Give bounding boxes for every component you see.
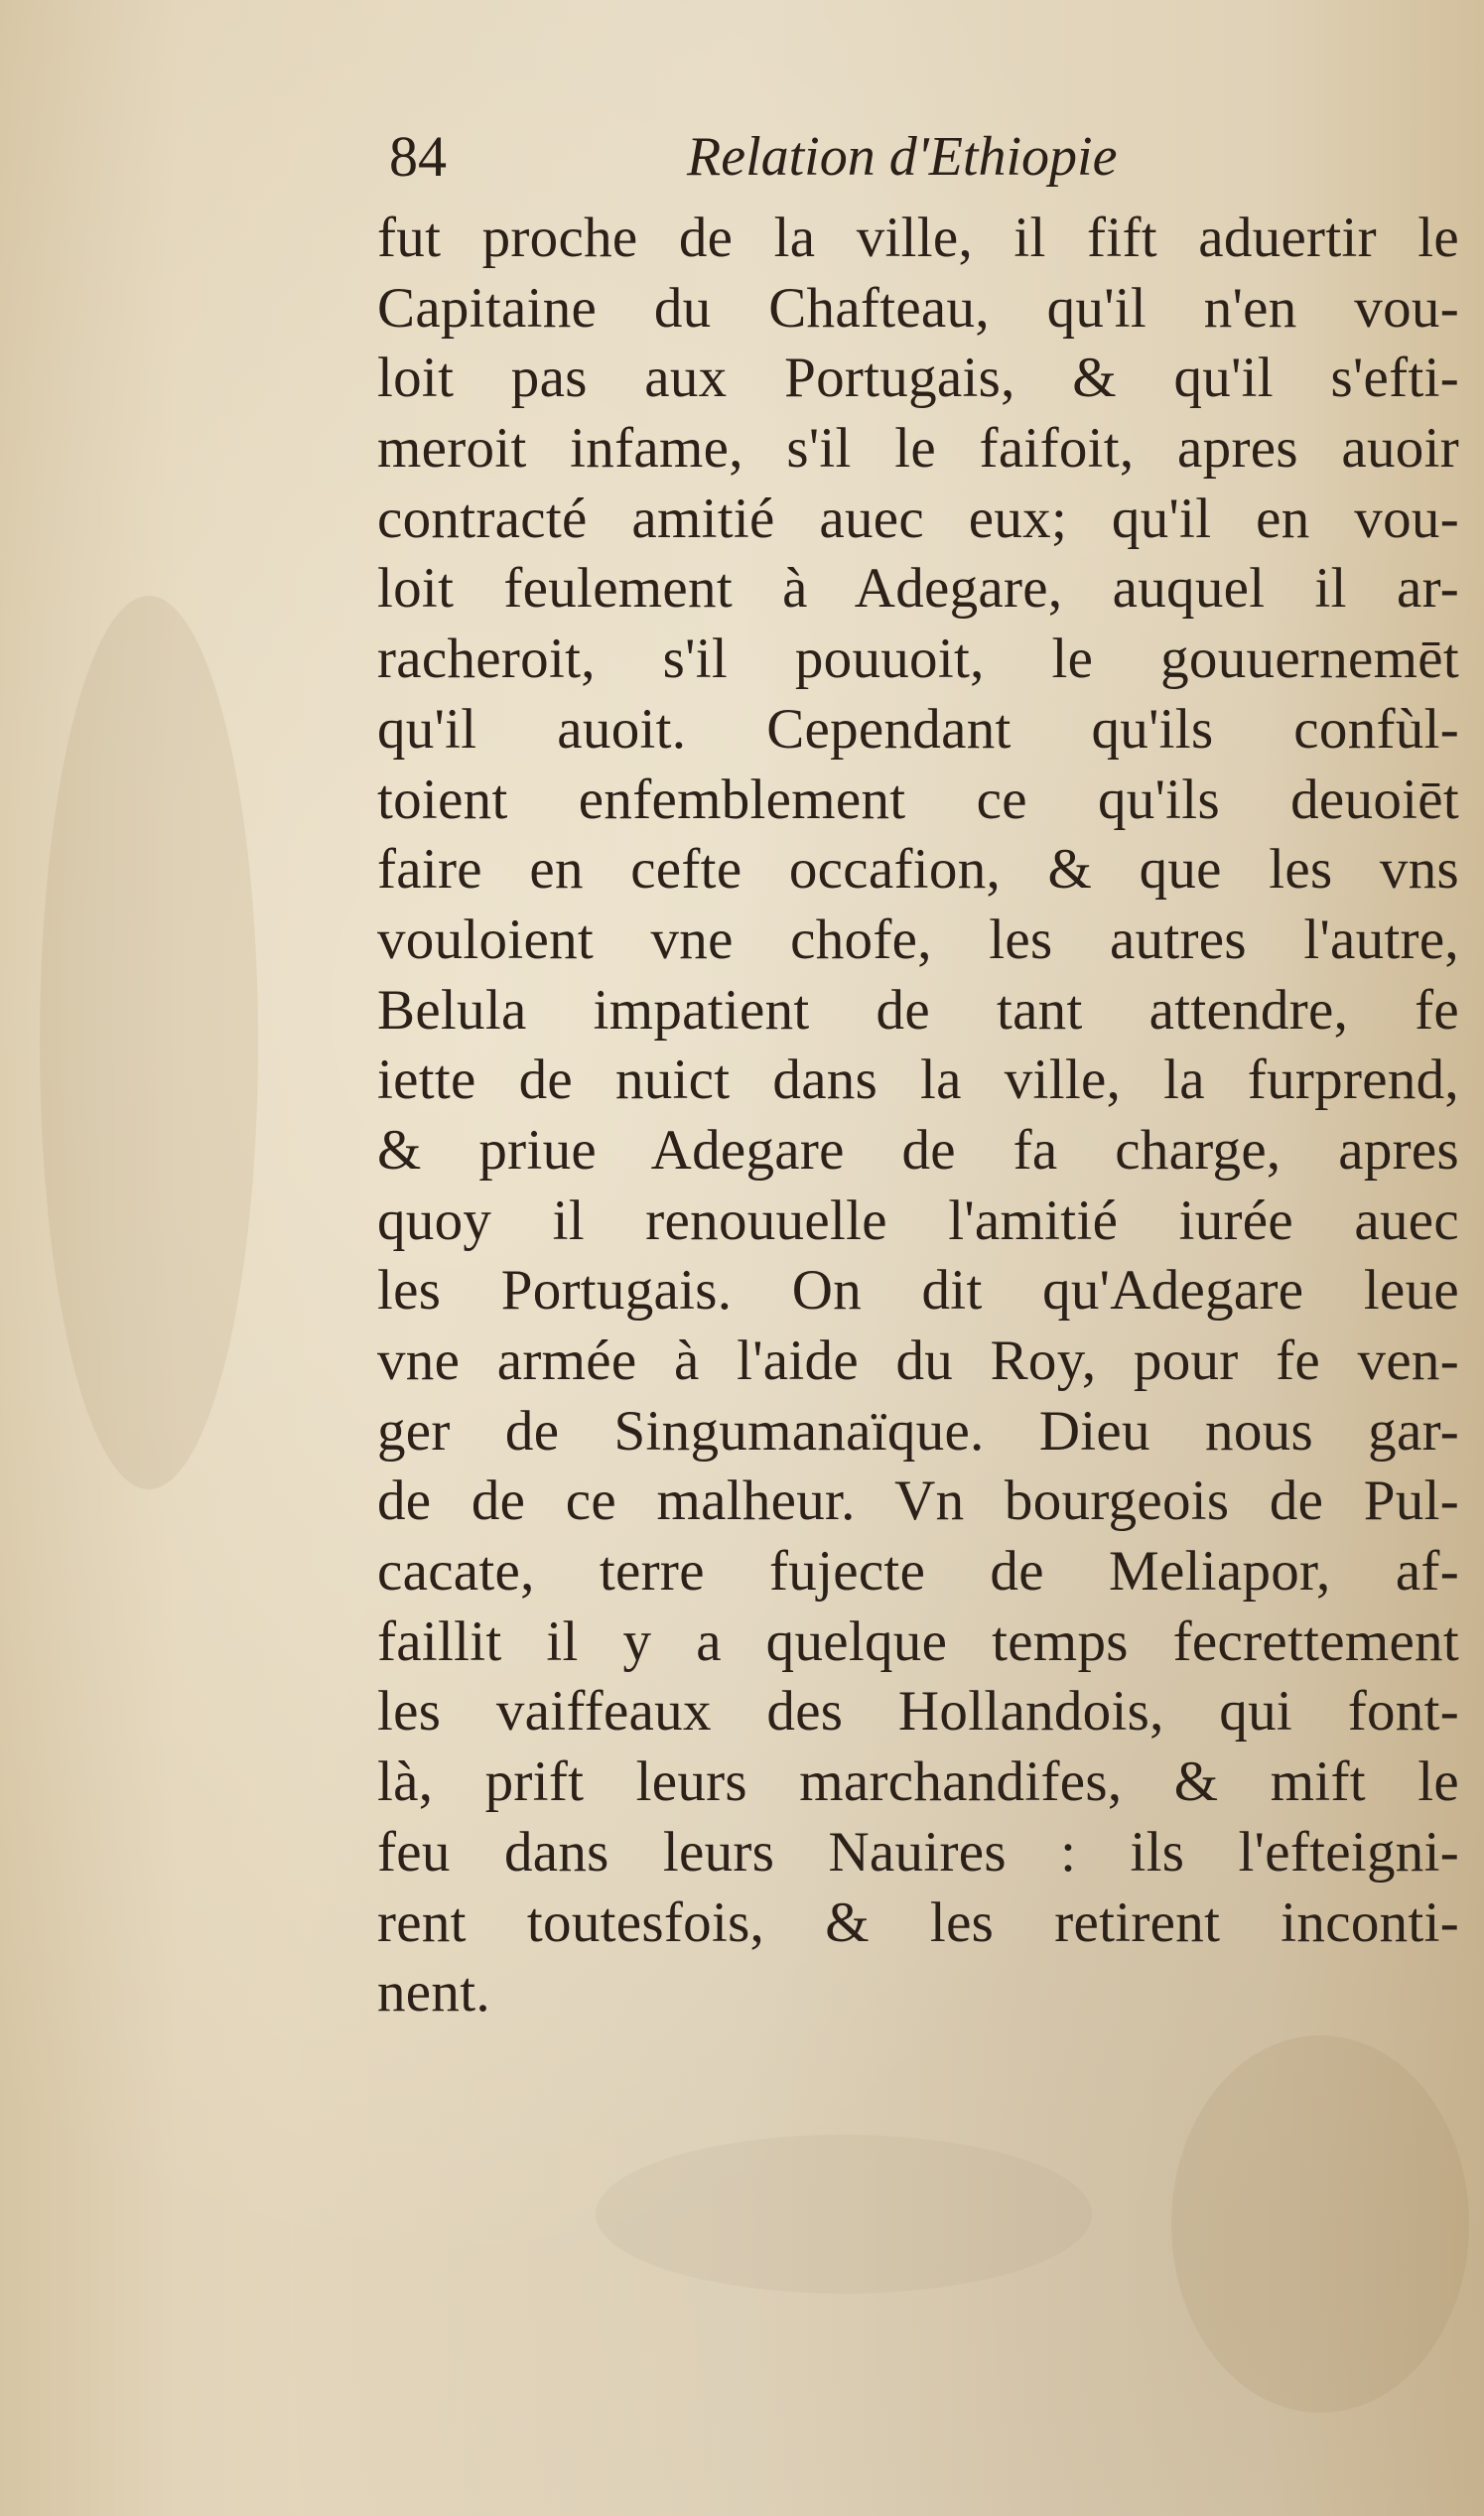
text-line: ger de Singumanaïque. Dieu nous gar- — [377, 1399, 1459, 1463]
text-line: faillit il y a quelque temps fecrettement — [377, 1609, 1459, 1673]
paper-stain — [1171, 2035, 1469, 2413]
text-line: meroit infame, s'il le faifoit, apres auoir — [377, 417, 1459, 481]
text-line: rent toutesfois, & les retirent inconti- — [377, 1890, 1459, 1954]
text-line: vouloient vne chofe, les autres l'autre, — [377, 908, 1459, 971]
text-line: feu dans leurs Nauires : ils l'efteigni- — [377, 1820, 1459, 1884]
text-line: Belula impatient de tant attendre, fe — [377, 978, 1459, 1042]
body-text — [377, 204, 1459, 2028]
text-line: loit feulement à Adegare, auquel il ar- — [377, 557, 1459, 621]
running-head: Relation d'Ethiopie — [687, 126, 1118, 188]
paper-stain — [40, 596, 258, 1489]
text-line: Capitaine du Chafteau, qu'il n'en vou- — [377, 276, 1459, 340]
text-line: & priue Adegare de fa charge, apres — [377, 1118, 1459, 1182]
text-line: toient enfemblement ce qu'ils deuoiēt — [377, 768, 1459, 831]
text-line: fut proche de la ville, il fift aduertir le — [377, 207, 1459, 269]
text-line: qu'il auoit. Cependant qu'ils confùl- — [377, 697, 1459, 761]
text-line: iette de nuict dans la ville, la furprend, — [377, 1048, 1459, 1112]
text-line: les vaiffeaux des Hollandois, qui font- — [377, 1680, 1459, 1744]
text-line: loit pas aux Portugais, & qu'il s'efti- — [377, 347, 1459, 410]
text-line: nent. — [377, 1961, 490, 2025]
text-line: cacate, terre fujecte de Meliapor, af- — [377, 1540, 1459, 1604]
text-line: vne armée à l'aide du Roy, pour fe ven- — [377, 1329, 1459, 1392]
text-line: là, prift leurs marchandifes, & mift le — [377, 1750, 1459, 1814]
text-line: contracté amitié auec eux; qu'il en vou- — [377, 487, 1459, 550]
text-line: racheroit, s'il pouuoit, le gouuernemēt — [377, 628, 1459, 691]
text-line: les Portugais. On dit qu'Adegare leue — [377, 1259, 1459, 1323]
text-line: de de ce malheur. Vn bourgeois de Pul- — [377, 1469, 1459, 1533]
text-line: faire en cefte occafion, & que les vns — [377, 838, 1459, 902]
text-line: quoy il renouuelle l'amitié iurée auec — [377, 1188, 1459, 1252]
page-number: 84 — [389, 124, 447, 189]
page-header — [389, 117, 1461, 197]
paper-stain — [596, 2135, 1092, 2294]
